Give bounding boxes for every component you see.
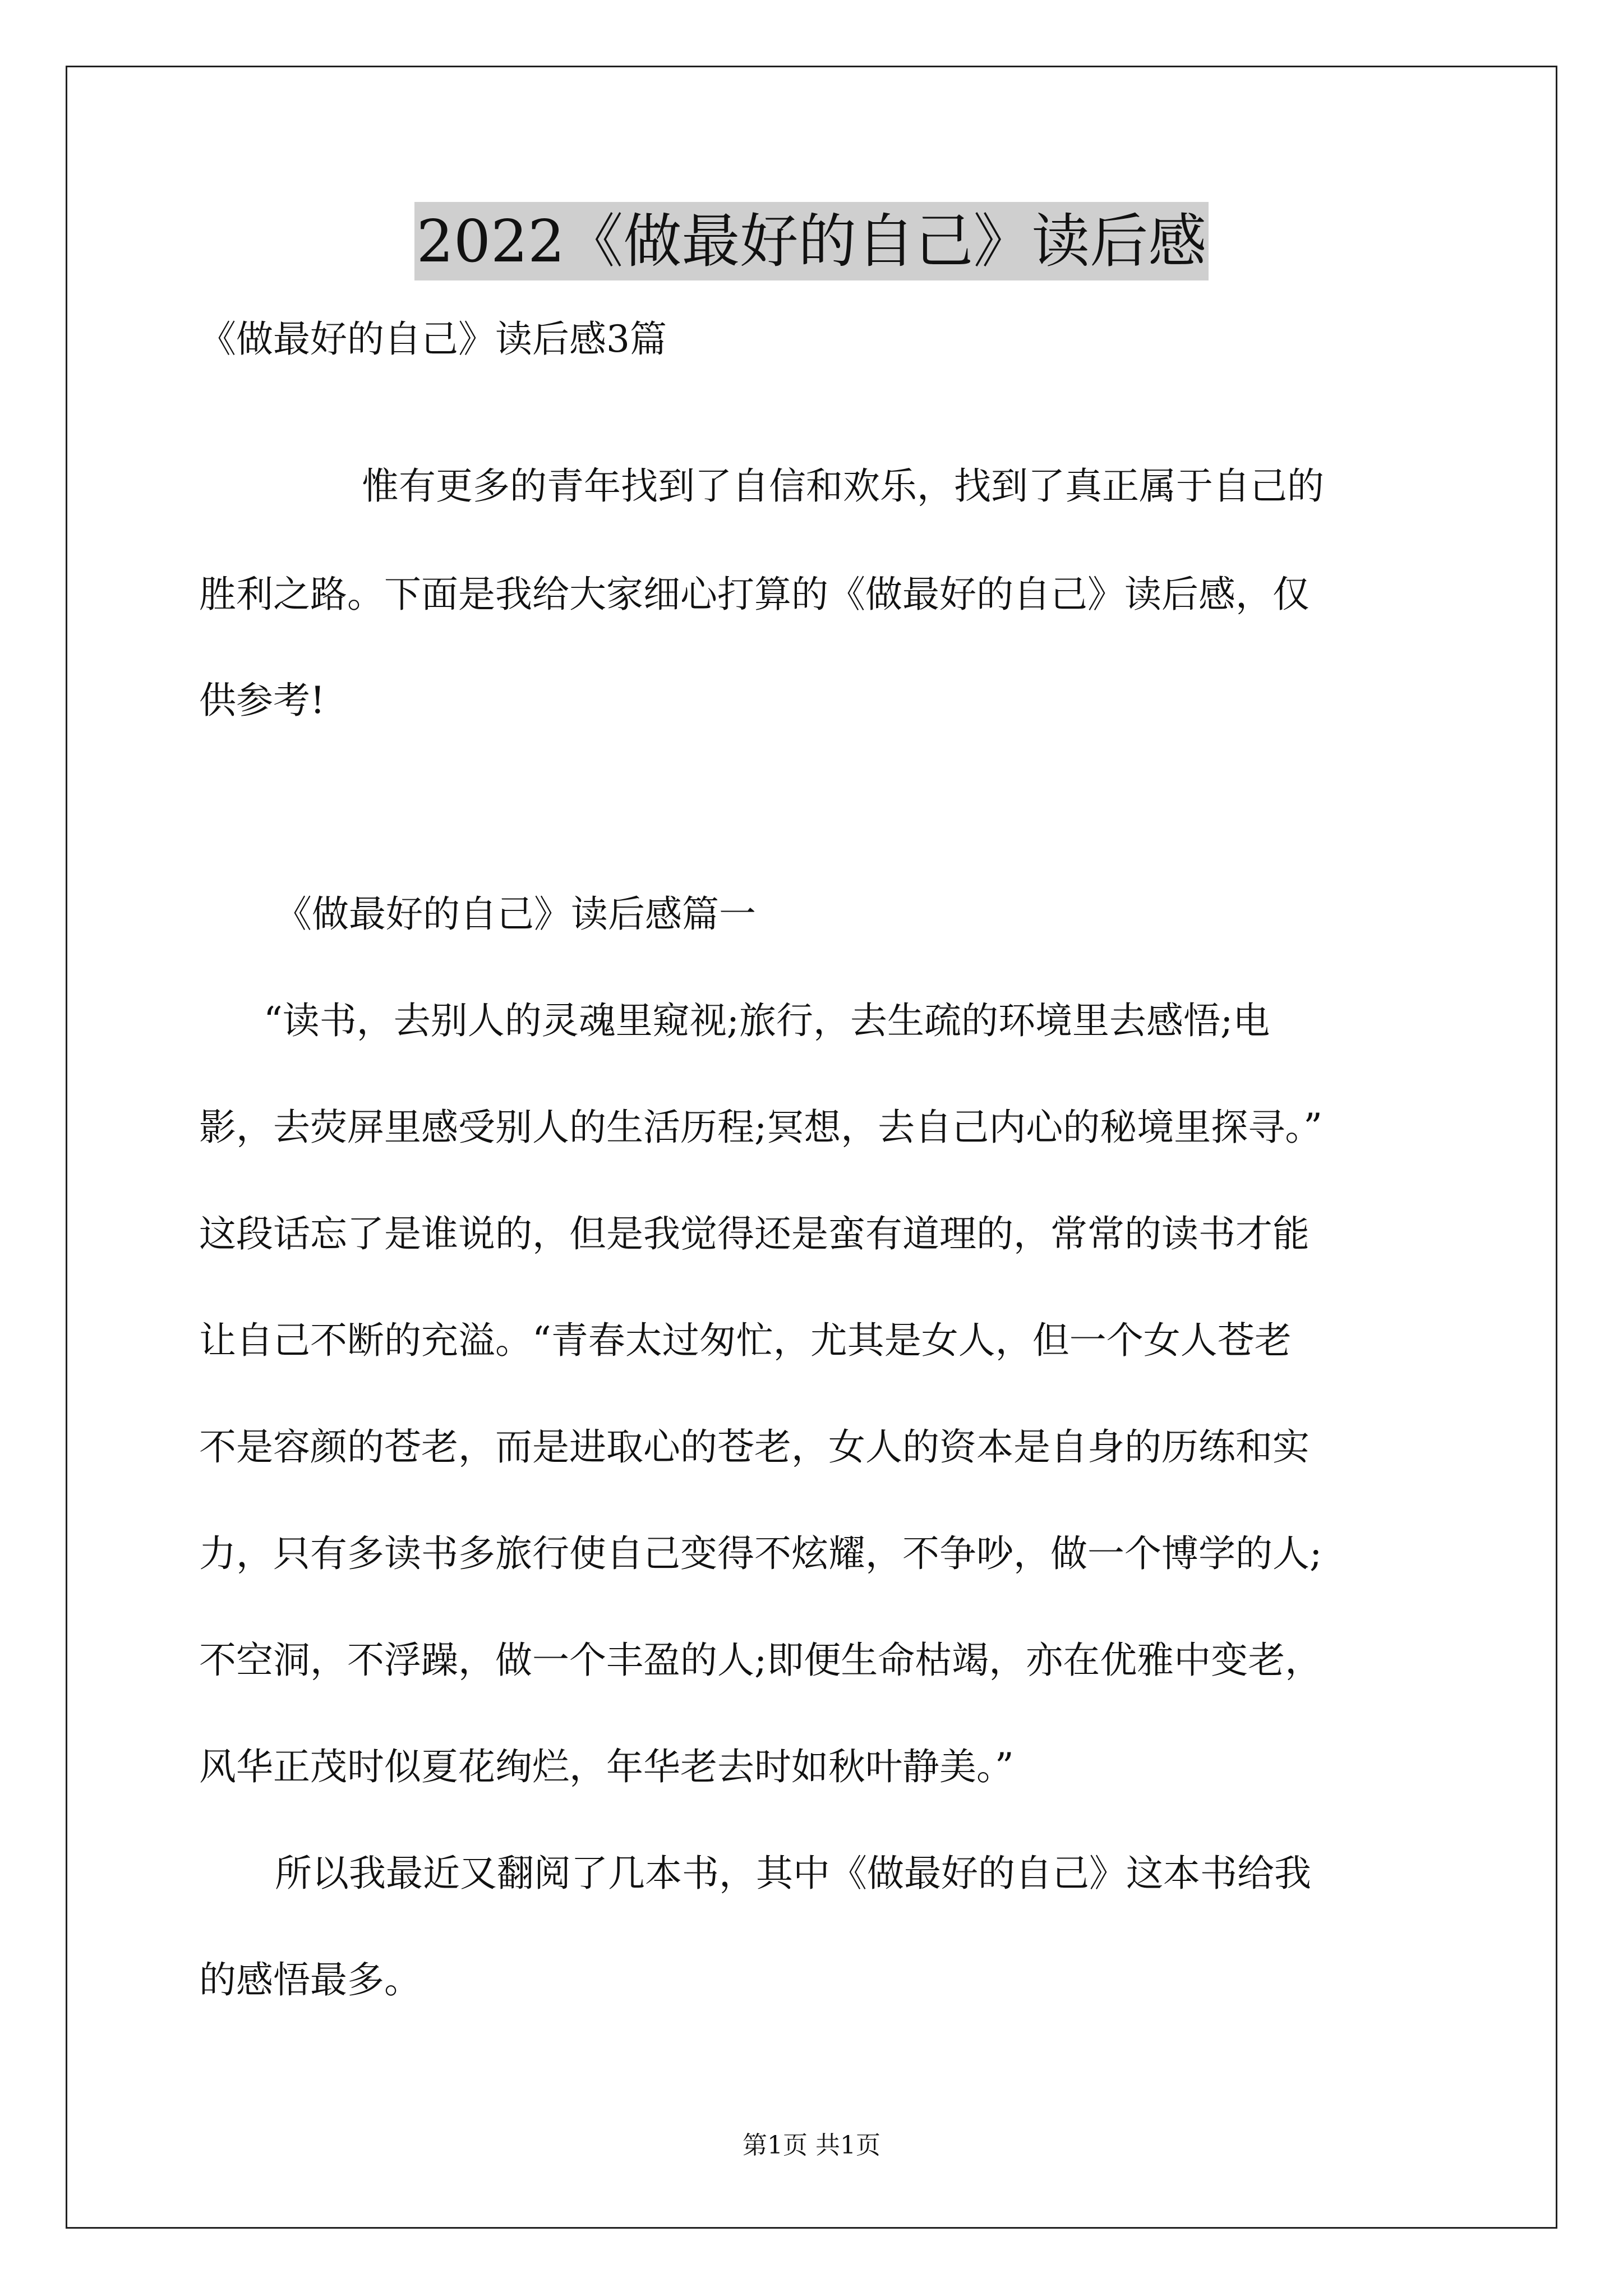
paragraph-line: 供参考!	[199, 679, 325, 722]
paragraph-line: 这段话忘了是谁说的，但是我觉得还是蛮有道理的，常常的读书才能	[199, 1212, 1310, 1255]
paragraph-line: 惟有更多的青年找到了自信和欢乐，找到了真正属于自己的	[362, 464, 1324, 508]
document-title: 2022《做最好的自己》读后感	[414, 202, 1209, 280]
paragraph-line: 所以我最近又翻阅了几本书，其中《做最好的自己》这本书给我	[275, 1852, 1311, 1895]
paragraph-line: 让自己不断的充溢。“青春太过匆忙，尤其是女人，但一个女人苍老	[199, 1319, 1292, 1362]
paragraph-line: 的感悟最多。	[199, 1958, 421, 2001]
paragraph-line: 不是容颜的苍老，而是进取心的苍老，女人的资本是自身的历练和实	[199, 1425, 1310, 1469]
page-footer: 第1页 共1页	[743, 2131, 880, 2160]
paragraph-line: 胜利之路。下面是我给大家细心打算的《做最好的自己》读后感，仅	[199, 573, 1310, 616]
paragraph-line: 风华正茂时似夏花绚烂，年华老去时如秋叶静美。”	[199, 1745, 1014, 1788]
paragraph-line: “读书，去别人的灵魂里窥视;旅行，去生疏的环境里去感悟;电	[264, 999, 1270, 1042]
paragraph-line: 影，去荧屏里感受别人的生活历程;冥想，去自己内心的秘境里探寻。”	[199, 1106, 1322, 1149]
section-heading: 《做最好的自己》读后感篇一	[275, 892, 756, 936]
paragraph-line: 力，只有多读书多旅行使自己变得不炫耀，不争吵，做一个博学的人;	[199, 1532, 1322, 1575]
paragraph-line: 不空洞，不浮躁，做一个丰盈的人;即便生命枯竭，亦在优雅中变老，	[199, 1639, 1322, 1682]
title-container	[0, 202, 1623, 280]
document-subtitle: 《做最好的自己》读后感3篇	[199, 318, 667, 361]
